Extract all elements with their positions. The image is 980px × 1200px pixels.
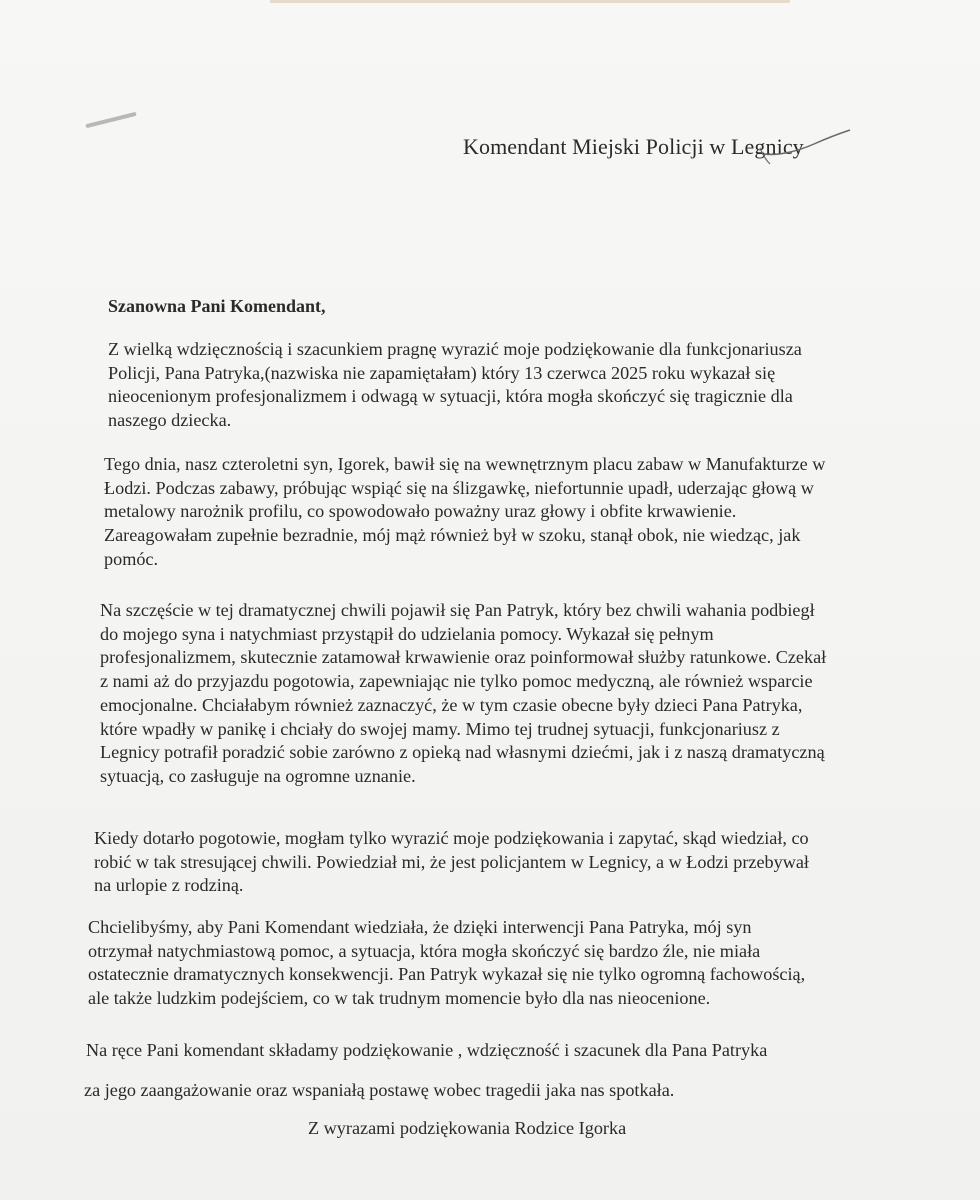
handwritten-correction-mark [756,128,856,168]
paper-edge [270,0,790,3]
paragraph-3: Na szczęście w tej dramatycznej chwili pojawił się Pan Patryk, który bez chwili wahania podbiegł do mojego syna i natychmiast przystąpił do udzielania pomocy. Wykazał się pełnym profesjonalizmem, skutecznie zatamował krwawienie oraz poinformował służby ratunkowe. Czekał z nami aż do przyjazdu pogotowia, zapewniając nie tylko pomoc medyczną, ale również wsparcie emocjonalne. Chciałabym również zaznaczyć, że w tym czasie obecne były dzieci Pana Patryka, które wpadły w panikę i chciały do swojej mamy. Mimo tej trudnej sytuacji, funkcjonariusz z Legnicy potrafił poradzić sobie zarówno z opieką nad własnymi dziećmi, jak i z naszą dramatyczną sytuacją, co zasługuje na ogromne uznanie. [100,600,827,786]
final-line-1: Na ręce Pani komendant składamy podziękowanie , wdzięczność i szacunek dla Pana Patryka [86,1040,768,1060]
final-line-2: za jego zaangażowanie oraz wspaniałą postawę wobec tragedii jaka nas spotkała. [84,1080,675,1100]
paragraph-5: Chcielibyśmy, aby Pani Komendant wiedziała, że dzięki interwencji Pana Patryka, mój syn otrzymał natychmiastową pomoc, a sytuacja, która mogła skończyć się bardzo źle, nie miała ostatecznie dramatycznych konsekwencji. Pan Patryk wykazał się nie tylko ogromną fachowością, ale także ludzkim podejściem, co w tak trudnym momencie było dla nas nieocenione. [88,917,806,1009]
recipient-line: Komendant Miejski Policji w Legnicy [463,134,804,159]
paragraph-4: Kiedy dotarło pogotowie, mogłam tylko wyrazić moje podziękowania i zapytać, skąd wiedział, co robić w tak stresującej chwili. Powiedział mi, że jest policjantem w Legnicy, a w Łodzi przebywał na urlopie z rodziną. [94,828,809,896]
salutation: Szanowna Pani Komendant, [108,296,326,316]
paragraph-1: Z wielką wdzięcznością i szacunkiem pragnę wyrazić moje podziękowanie dla funkcjonariusza Policji, Pana Patryka,(nazwiska nie zapamiętałam) który 13 czerwca 2025 roku wykazał się nieocenionym profesjonalizmem i odwagą w sytuacji, która mogła skończyć się tragicznie dla naszego dziecka. [108,339,802,431]
pen-mark [85,112,136,128]
paragraph-2: Tego dnia, nasz czteroletni syn, Igorek, bawił się na wewnętrznym placu zabaw w Manufakturze w Łodzi. Podczas zabawy, próbując wspiąć się na ślizgawkę, niefortunnie upadł, uderzając głową w metalowy narożnik profilu, co spowodowało poważny uraz głowy i obfite krwawienie. Zareagowałam zupełnie bezradnie, mój mąż również był w szoku, stanął obok, nie wiedząc, jak pomóc. [104,454,826,569]
closing-signature: Z wyrazami podziękowania Rodzice Igorka [308,1118,627,1138]
